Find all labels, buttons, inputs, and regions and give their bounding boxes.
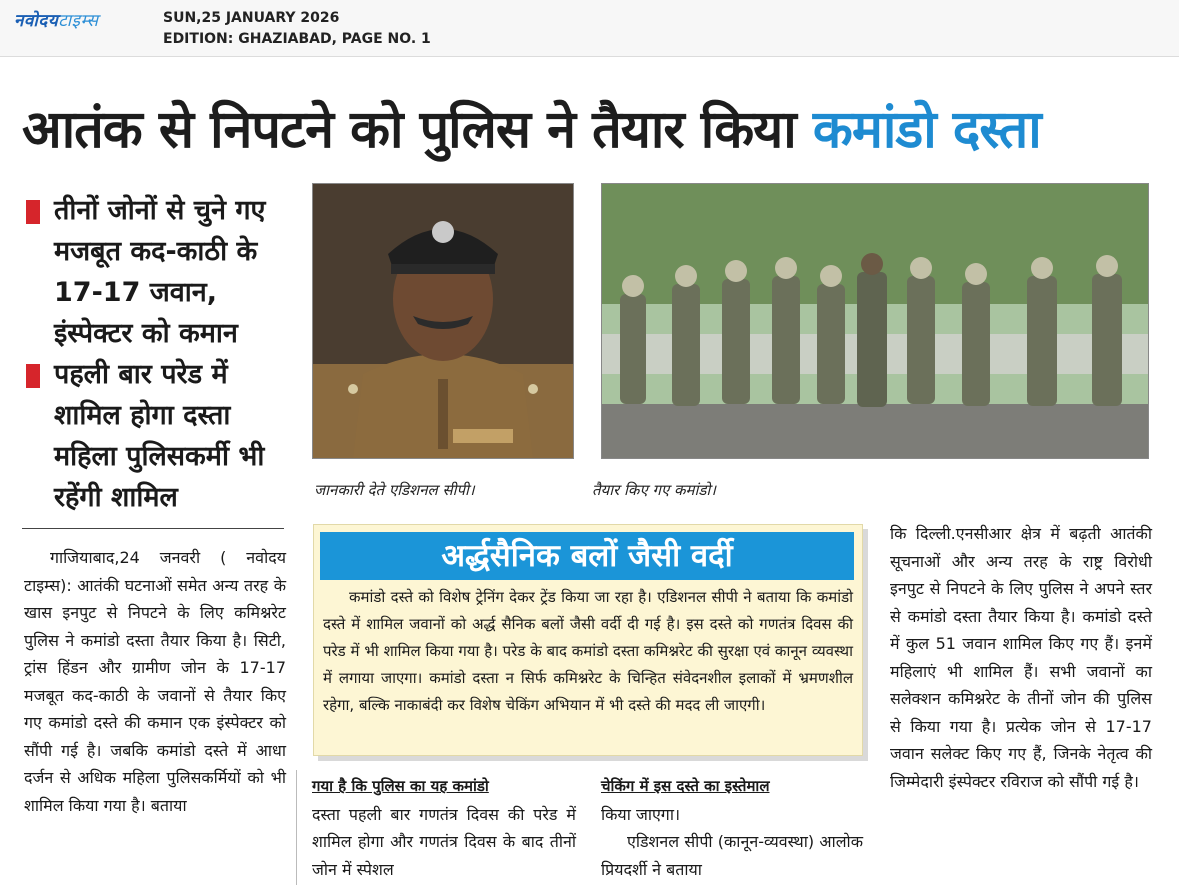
- officer-photo: [312, 183, 574, 459]
- photo-caption-commandos: तैयार किए गए कमांडो।: [592, 481, 716, 499]
- bullet-list: [22, 190, 292, 518]
- headline-highlight: कमांडो दस्ता: [812, 100, 1041, 160]
- bullet-item: [22, 354, 292, 518]
- bullet-text: तीनों जोनों से चुने गए मजबूत कद-काठी के 17-17 जवान, इंस्पेक्टर को कमान: [54, 195, 266, 349]
- edition-info: [163, 8, 431, 50]
- column-divider: [296, 770, 297, 885]
- article-text: किया जाएगा।: [601, 804, 681, 824]
- bullet-marker-icon: [26, 200, 40, 224]
- logo-main: नवोदय: [14, 11, 59, 31]
- bullet-text: पहली बार परेड में शामिल होगा दस्ता महिला पुलिसकर्मी भी रहेंगी शामिल: [54, 359, 265, 513]
- photo-caption-officer: जानकारी देते एडिशनल सीपी।: [314, 481, 475, 499]
- logo-sub: टाइम्स: [58, 11, 99, 31]
- article-column-4: [890, 520, 1152, 795]
- article-column-2: [312, 772, 576, 883]
- article-column-1: [24, 544, 286, 819]
- masthead-bar: [0, 0, 1179, 57]
- edition-date: SUN,25 JANUARY 2026: [163, 10, 340, 26]
- article-text: एडिशनल सीपी (कानून-व्यवस्था) आलोक प्रियदर्शी ने बताया: [601, 832, 863, 879]
- divider: [22, 528, 284, 529]
- article-column-3: [601, 772, 863, 883]
- bullet-item: [22, 190, 292, 354]
- article-text: कि दिल्ली.एनसीआर क्षेत्र में बढ़ती आतंकी सूचनाओं और अन्य तरह के राष्ट्र विरोधी इनपुट से निपटने के लिए पुलिस ने अपने स्तर से कमांडो दस्ता तैयार किया है। कमांडो दस्ते में कुल 51 जवान शामिल किए गए हैं। इनमें महिलाएं भी शामिल हैं। सभी जवानों का सलेक्शन कमिश्नरेट के तीनों जोन की पुलिस से किया गया है। प्रत्येक जोन से 17-17 जवान सलेक्ट किए गए हैं, जिनके नेतृत्व की जिम्मेदारी इंस्पेक्टर रविराज को सौंपी गई है।: [890, 524, 1152, 791]
- edition-label: EDITION: GHAZIABAD, PAGE NO. 1: [163, 31, 431, 47]
- article-text: दस्ता पहली बार गणतंत्र दिवस की परेड में शामिल होगा और गणतंत्र दिवस के बाद तीनों जोन में स्पेशल: [312, 804, 576, 879]
- newspaper-logo[interactable]: [14, 8, 99, 31]
- sidebar-box-text: कमांडो दस्ते को विशेष ट्रेनिंग देकर ट्रेंड किया जा रहा है। एडिशनल सीपी ने बताया कि कमांडो दस्ते में शामिल जवानों को अर्द्ध सैनिक बलों जैसी वर्दी दी गई है। इस दस्ते को गणतंत्र दिवस की परेड में भी शामिल किया गया है। परेड के बाद कमांडो दस्ता कमिश्नरेट की सुरक्षा एवं कानून व्यवस्था में लगाया जाएगा। कमांडो दस्ता न सिर्फ कमिश्नरेट के चिन्हित संवेदनशील इलाकों में भ्रमणशील रहेगा, बल्कि नाकाबंदी कर विशेष चेकिंग अभियान में भी दस्ते की मदद ली जाएगी।: [323, 588, 853, 714]
- column-lead: गया है कि पुलिस का यह कमांडो: [312, 777, 489, 795]
- bullet-marker-icon: [26, 364, 40, 388]
- sidebar-box-heading: अर्द्धसैनिक बलों जैसी वर्दी: [320, 532, 854, 580]
- headline-main: आतंक से निपटने को पुलिस ने तैयार किया: [22, 100, 796, 160]
- commando-photo: [601, 183, 1149, 459]
- article-text: गाजियाबाद,24 जनवरी ( नवोदय टाइम्स): आतंकी घटनाओं समेत अन्य तरह के खास इनपुट से निपटने के लिए कमिश्नरेट पुलिस ने कमांडो दस्ता तैयार किया है। सिटी, ट्रांस हिंडन और ग्रामीण जोन के 17-17 मजबूत कद-काठी के जवानों से तैयार किए गए कमांडो दस्ते की कमान एक इंस्पेक्टर को सौंपी गई है। जबकि कमांडो दस्ते में आधा दर्जन से अधिक महिला पुलिसकर्मियों को भी शामिल किया गया है। बताया: [24, 548, 286, 815]
- column-lead: चेकिंग में इस दस्ते का इस्तेमाल: [601, 777, 770, 795]
- page-title: [22, 92, 1162, 163]
